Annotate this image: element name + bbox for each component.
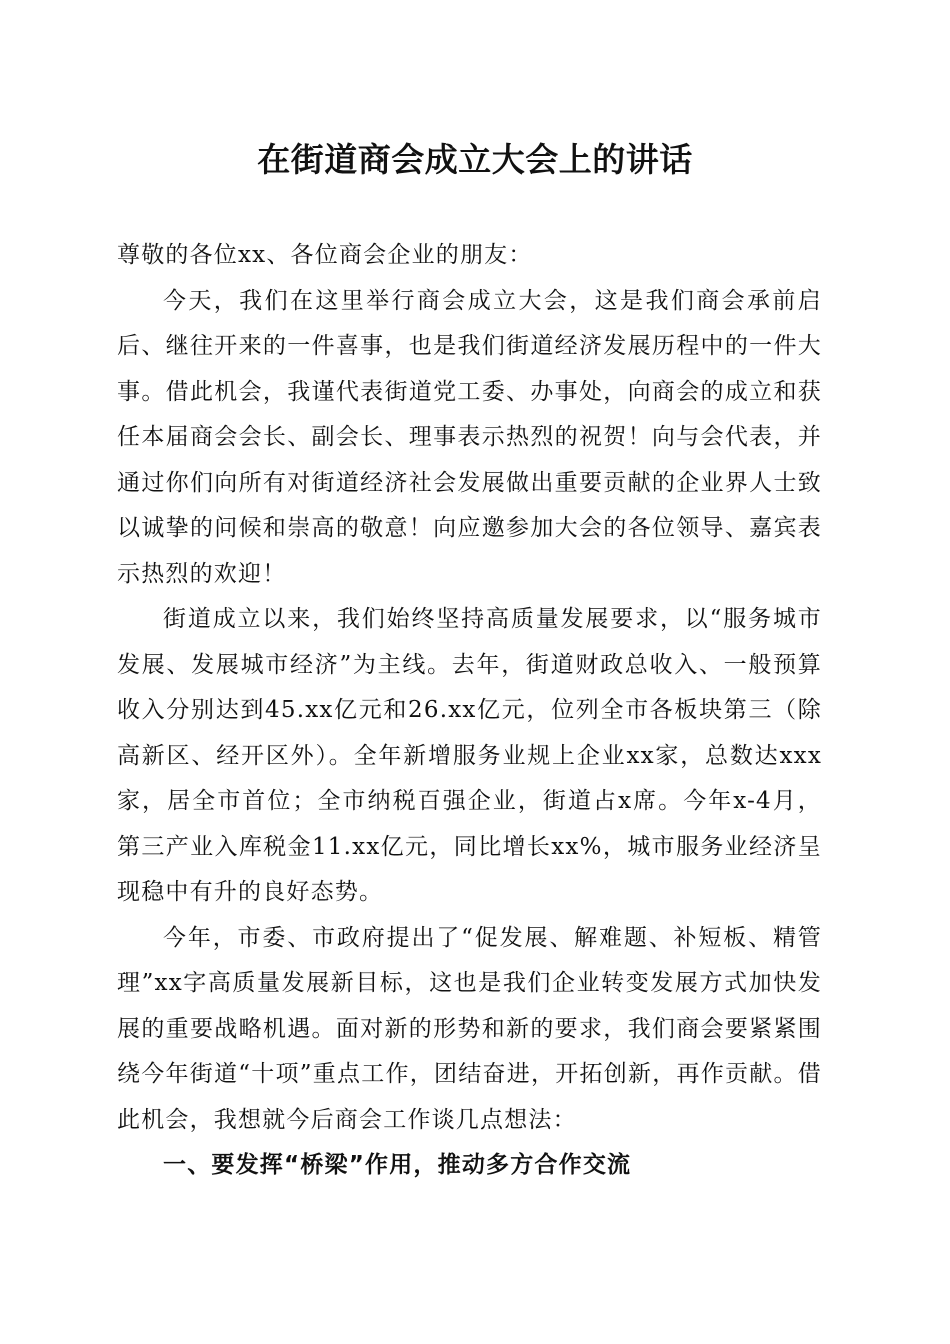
document-title: 在街道商会成立大会上的讲话 [257, 140, 693, 179]
salutation: 尊敬的各位xx、各位商会企业的朋友： [117, 242, 533, 268]
paragraph-new-goals: 今年，市委、市政府提出了“促发展、解难题、补短板、精管理”xx字高质量发展新目标，这也是我们企业转变发展方式加快发展的重要战略机遇。面对新的形势和新的要求，我们商会要紧紧围绕今年街道“十项”重点工作，团结奋进，开拓创新，再作贡献。借此机会，我想就今后商会工作谈几点想法： [117, 924, 822, 1133]
document-body [117, 233, 822, 1189]
paragraph-achievements: 街道成立以来，我们始终坚持高质量发展要求，以“服务城市发展、发展城市经济”为主线。去年，街道财政总收入、一般预算收入分别达到45.xx亿元和26.xx亿元，位列全市各板块第三（除高新区、经开区外）。全年新增服务业规上企业xx家，总数达xxx家，居全市首位；全市纳税百强企业，街道占x席。今年x-4月，第三产业入库税金11.xx亿元，同比增长xx%，城市服务业经济呈现稳中有升的良好态势。 [117, 606, 822, 905]
section-heading: 一、要发挥“桥梁”作用，推动多方合作交流 [163, 1152, 632, 1178]
paragraph-opening: 今天，我们在这里举行商会成立大会，这是我们商会承前启后、继往开来的一件喜事，也是我们街道经济发展历程中的一件大事。借此机会，我谨代表街道党工委、办事处，向商会的成立和获任本届商会会长、副会长、理事表示热烈的祝贺！向与会代表，并通过你们向所有对街道经济社会发展做出重要贡献的企业界人士致以诚挚的问候和崇高的敬意！向应邀参加大会的各位领导、嘉宾表示热烈的欢迎！ [117, 287, 822, 587]
